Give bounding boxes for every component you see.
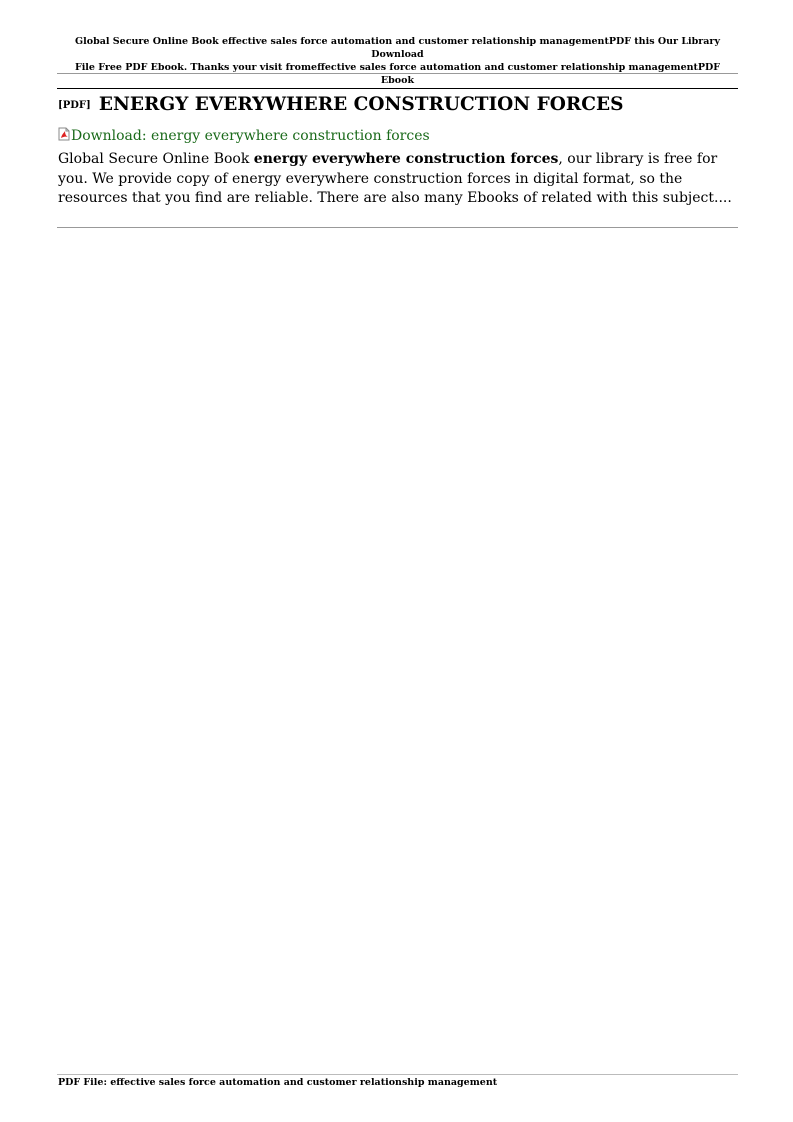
- header-line-1: Global Secure Online Book effective sales force automation and customer relationship managementPDF this Our Library Download: [75, 36, 720, 60]
- header-divider: [57, 73, 738, 74]
- desc-suffix: , our library is free for you. We provide copy of energy everywhere construction forces in digital format, so the resources that you find are reliable. There are also many Ebooks of related with this subject....: [58, 151, 732, 206]
- content-divider: [57, 227, 738, 228]
- footer-divider: [57, 1074, 738, 1075]
- pdf-tag: [PDF]: [58, 100, 91, 111]
- page-footer: PDF File: effective sales force automation and customer relationship management: [58, 1077, 498, 1088]
- download-link[interactable]: Download: energy everywhere construction forces: [71, 128, 430, 144]
- article-description: [58, 150, 742, 209]
- article-title-row: [58, 94, 623, 115]
- desc-prefix: Global Secure Online Book: [58, 151, 254, 167]
- article-title: ENERGY EVERYWHERE CONSTRUCTION FORCES: [98, 94, 624, 115]
- pdf-file-icon: [57, 127, 71, 141]
- download-row: [57, 127, 430, 144]
- header-line-2: File Free PDF Ebook. Thanks your visit fromeffective sales force automation and customer relationship managementPDF Ebook: [74, 62, 721, 86]
- desc-keyword: energy everywhere construction forces: [253, 151, 559, 167]
- page-header: [57, 35, 738, 89]
